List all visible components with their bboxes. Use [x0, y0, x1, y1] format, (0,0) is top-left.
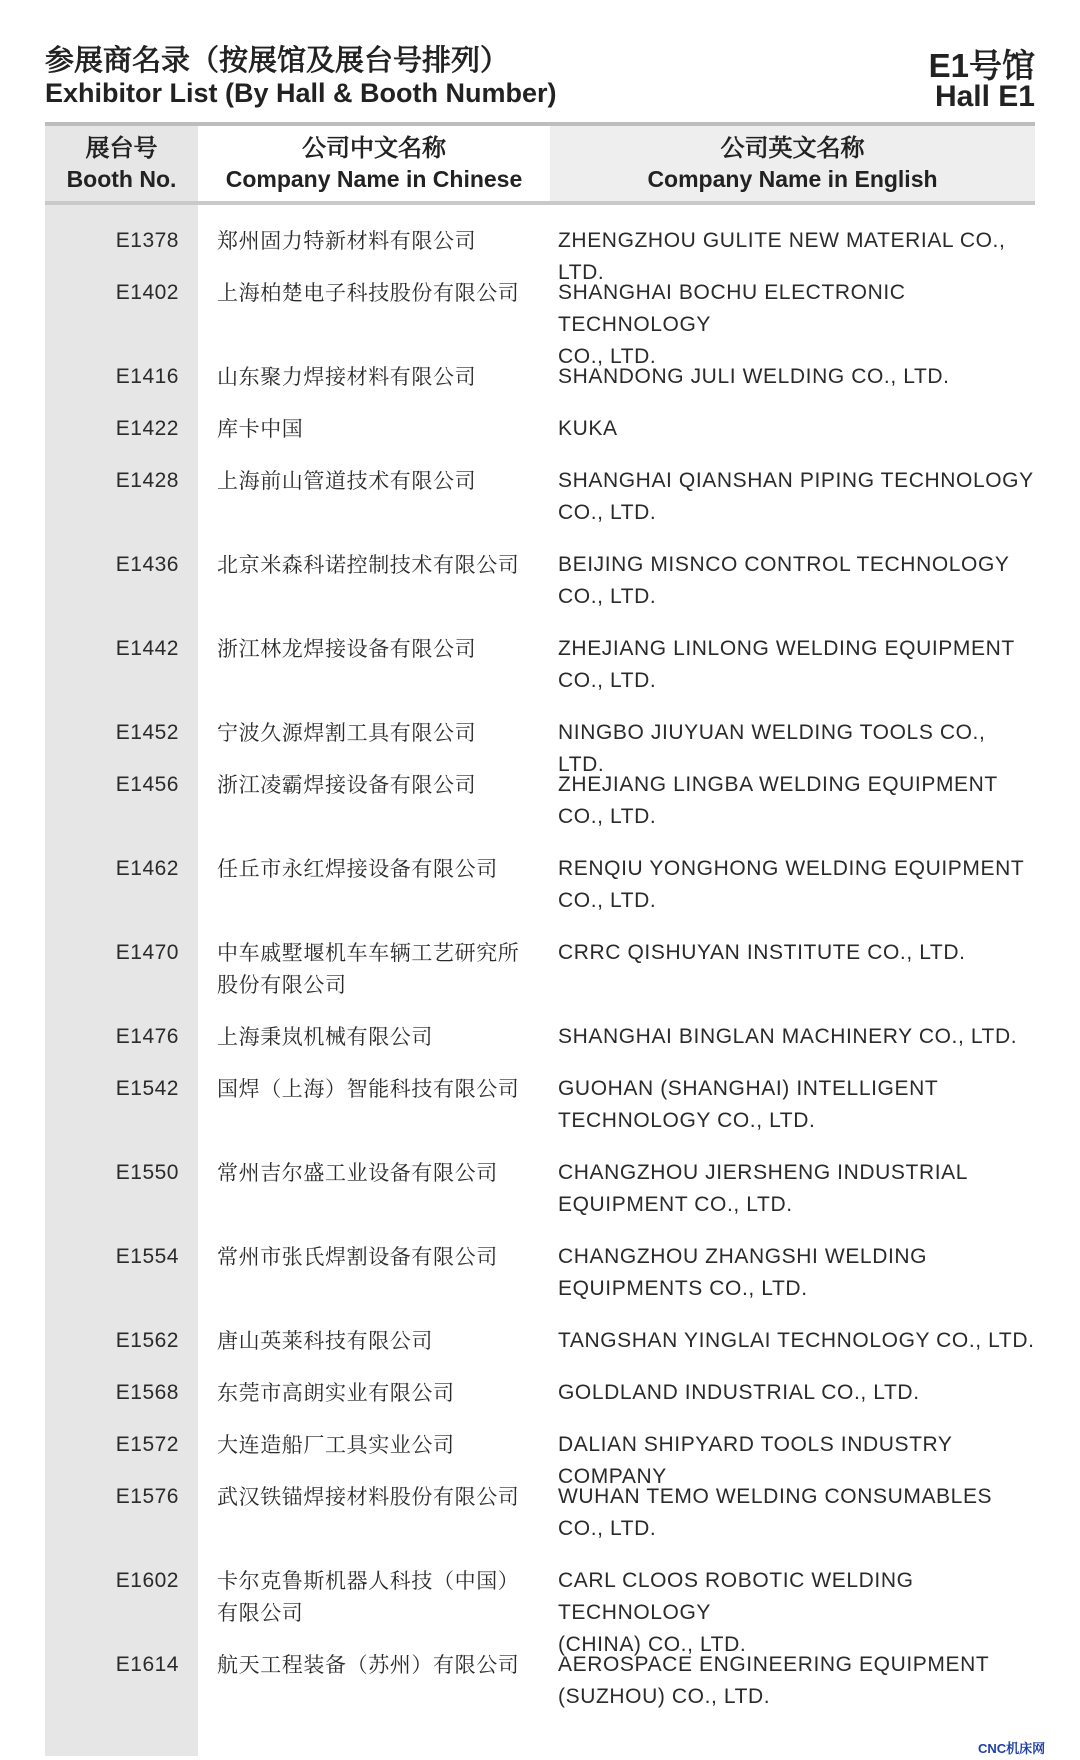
- table-row: [45, 1073, 1035, 1157]
- company-name-english: [558, 277, 1035, 373]
- table-row: [45, 1241, 1035, 1325]
- company-name-chinese-line: 任丘市永红焊接设备有限公司: [217, 857, 498, 881]
- company-name-chinese-line: 北京米森科诺控制技术有限公司: [217, 553, 520, 577]
- company-name-english: [558, 1377, 1035, 1409]
- booth-number: E1550: [115, 1161, 179, 1184]
- company-name-english: [558, 361, 1035, 393]
- company-name-english: [558, 937, 1035, 969]
- company-name-english-line: ZHEJIANG LINLONG WELDING EQUIPMENT: [558, 637, 1015, 660]
- booth-number: E1476: [115, 1025, 179, 1048]
- company-name-english: [558, 1073, 1035, 1137]
- hall-label-chinese: E1号馆: [928, 47, 1035, 84]
- page-header: [45, 38, 1035, 118]
- company-name-english: [558, 1157, 1035, 1221]
- company-name-chinese: [217, 1565, 537, 1629]
- booth-number: E1402: [115, 281, 179, 304]
- company-name-chinese-line: 库卡中国: [217, 417, 304, 441]
- company-name-chinese: [217, 937, 537, 1001]
- company-name-chinese-line: 上海前山管道技术有限公司: [217, 469, 477, 493]
- company-name-english-line: TECHNOLOGY CO., LTD.: [558, 1109, 816, 1132]
- booth-number: E1568: [115, 1381, 179, 1404]
- company-name-chinese: [217, 853, 537, 885]
- company-name-english-line: EQUIPMENT CO., LTD.: [558, 1193, 793, 1216]
- company-name-chinese-line: 武汉铁锚焊接材料股份有限公司: [217, 1485, 520, 1509]
- company-name-chinese: [217, 1021, 537, 1053]
- company-name-chinese-line: 航天工程装备（苏州）有限公司: [217, 1653, 520, 1677]
- company-name-chinese-line: 大连造船厂工具实业公司: [217, 1433, 455, 1457]
- company-name-english-line: TANGSHAN YINGLAI TECHNOLOGY CO., LTD.: [558, 1329, 1035, 1352]
- company-name-chinese-line: 卡尔克鲁斯机器人科技（中国）: [217, 1569, 520, 1593]
- column-header-booth-en: Booth No.: [66, 166, 177, 192]
- booth-number: E1614: [115, 1653, 179, 1676]
- table-row: [45, 1649, 1035, 1733]
- header-divider: [45, 201, 1035, 205]
- company-name-english-line: NINGBO JIUYUAN WELDING TOOLS CO., LTD.: [558, 721, 986, 776]
- company-name-english-line: CO., LTD.: [558, 889, 657, 912]
- table-row: [45, 937, 1035, 1021]
- company-name-english: [558, 769, 1035, 833]
- company-name-english-line: SHANDONG JULI WELDING CO., LTD.: [558, 365, 950, 388]
- company-name-english-line: AEROSPACE ENGINEERING EQUIPMENT: [558, 1653, 990, 1676]
- company-name-english-line: CHANGZHOU JIERSHENG INDUSTRIAL: [558, 1161, 969, 1184]
- table-row: [45, 465, 1035, 549]
- booth-number: E1378: [115, 229, 179, 252]
- table-header: [45, 126, 1035, 201]
- company-name-chinese-line: 山东聚力焊接材料有限公司: [217, 365, 477, 389]
- table-row: [45, 1377, 1035, 1429]
- company-name-chinese: [217, 225, 537, 257]
- column-header-company-english-en: Company Name in English: [647, 166, 938, 192]
- company-name-english-line: CO., LTD.: [558, 1517, 657, 1540]
- table-row: [45, 633, 1035, 717]
- column-header-company-chinese-cn: 公司中文名称: [302, 133, 446, 162]
- company-name-chinese: [217, 413, 537, 445]
- company-name-chinese: [217, 769, 537, 801]
- company-name-chinese-line: 唐山英莱科技有限公司: [217, 1329, 433, 1353]
- table-row: [45, 361, 1035, 413]
- table-row: [45, 413, 1035, 465]
- column-header-booth: [45, 126, 198, 201]
- booth-number: E1562: [115, 1329, 179, 1352]
- company-name-english-line: ZHENGZHOU GULITE NEW MATERIAL CO., LTD.: [558, 229, 1006, 284]
- company-name-english-line: ZHEJIANG LINGBA WELDING EQUIPMENT: [558, 773, 998, 796]
- company-name-chinese-line: 上海柏楚电子科技股份有限公司: [217, 281, 520, 305]
- company-name-chinese: [217, 549, 537, 581]
- company-name-english-line: CRRC QISHUYAN INSTITUTE CO., LTD.: [558, 941, 966, 964]
- company-name-english-line: CO., LTD.: [558, 585, 657, 608]
- company-name-chinese: [217, 1325, 537, 1357]
- company-name-chinese-line: 浙江凌霸焊接设备有限公司: [217, 773, 477, 797]
- company-name-english: [558, 1241, 1035, 1305]
- table-row: [45, 853, 1035, 937]
- company-name-english-line: SHANGHAI BINGLAN MACHINERY CO., LTD.: [558, 1025, 1018, 1048]
- company-name-english-line: GOLDLAND INDUSTRIAL CO., LTD.: [558, 1381, 920, 1404]
- company-name-chinese-line: 股份有限公司: [217, 973, 347, 997]
- table-row: [45, 1325, 1035, 1377]
- booth-number: E1436: [115, 553, 179, 576]
- booth-number: E1422: [115, 417, 179, 440]
- table-row: [45, 717, 1035, 776]
- company-name-english: [558, 465, 1035, 529]
- table-row: [45, 1157, 1035, 1241]
- company-name-chinese: [217, 1241, 537, 1273]
- company-name-chinese: [217, 1481, 537, 1513]
- company-name-chinese: [217, 1377, 537, 1409]
- table-row: [45, 1021, 1035, 1073]
- company-name-english: [558, 633, 1035, 697]
- company-name-chinese: [217, 1157, 537, 1189]
- company-name-english-line: CO., LTD.: [558, 805, 657, 828]
- company-name-chinese-line: 常州吉尔盛工业设备有限公司: [217, 1161, 498, 1185]
- company-name-chinese: [217, 1649, 537, 1681]
- booth-number: E1572: [115, 1433, 179, 1456]
- company-name-chinese: [217, 633, 537, 665]
- booth-number: E1456: [115, 773, 179, 796]
- company-name-chinese-line: 宁波久源焊割工具有限公司: [217, 721, 477, 745]
- column-header-company-english: [550, 126, 1035, 201]
- company-name-english-line: CARL CLOOS ROBOTIC WELDING TECHNOLOGY: [558, 1569, 914, 1624]
- company-name-english-line: CO., LTD.: [558, 345, 657, 368]
- company-name-chinese: [217, 1429, 537, 1461]
- company-name-english-line: GUOHAN (SHANGHAI) INTELLIGENT: [558, 1077, 939, 1100]
- page-title-chinese: 参展商名录（按展馆及展台号排列）: [45, 43, 510, 77]
- company-name-english: [558, 1481, 1035, 1545]
- company-name-english-line: CHANGZHOU ZHANGSHI WELDING: [558, 1245, 928, 1268]
- company-name-chinese-line: 浙江林龙焊接设备有限公司: [217, 637, 477, 661]
- company-name-english-line: RENQIU YONGHONG WELDING EQUIPMENT: [558, 857, 1025, 880]
- company-name-english: [558, 1565, 1035, 1661]
- company-name-chinese: [217, 717, 537, 749]
- booth-number: E1462: [115, 857, 179, 880]
- company-name-english: [558, 1021, 1035, 1053]
- table-row: [45, 1481, 1035, 1565]
- company-name-english-line: KUKA: [558, 417, 618, 440]
- company-name-chinese: [217, 277, 537, 309]
- booth-number: E1470: [115, 941, 179, 964]
- booth-number: E1442: [115, 637, 179, 660]
- booth-number: E1576: [115, 1485, 179, 1508]
- column-header-company-english-cn: 公司英文名称: [720, 133, 865, 162]
- company-name-english-line: BEIJING MISNCO CONTROL TECHNOLOGY: [558, 553, 1010, 576]
- hall-label-english: Hall E1: [934, 80, 1035, 113]
- company-name-chinese-line: 郑州固力特新材料有限公司: [217, 229, 477, 253]
- company-name-chinese-line: 有限公司: [217, 1601, 304, 1625]
- company-name-english-line: SHANGHAI QIANSHAN PIPING TECHNOLOGY: [558, 469, 1034, 492]
- table-row: [45, 549, 1035, 633]
- company-name-english-line: CO., LTD.: [558, 501, 657, 524]
- company-name-english-line: (CHINA) CO., LTD.: [558, 1633, 747, 1656]
- company-name-english: [558, 1325, 1035, 1357]
- booth-number: E1602: [115, 1569, 179, 1592]
- company-name-english: [558, 549, 1035, 613]
- booth-number: E1428: [115, 469, 179, 492]
- booth-number: E1554: [115, 1245, 179, 1268]
- company-name-english-line: WUHAN TEMO WELDING CONSUMABLES: [558, 1485, 993, 1508]
- table-row: [45, 225, 1035, 284]
- watermark-logo: CNC机床网: [978, 1741, 1046, 1756]
- exhibitor-table-body: [45, 225, 1035, 1733]
- company-name-chinese-line: 东莞市高朗实业有限公司: [217, 1381, 455, 1405]
- column-header-company-chinese-en: Company Name in Chinese: [225, 166, 523, 192]
- company-name-chinese-line: 国焊（上海）智能科技有限公司: [217, 1077, 520, 1101]
- company-name-english: [558, 853, 1035, 917]
- booth-number: E1452: [115, 721, 179, 744]
- company-name-english-line: SHANGHAI BOCHU ELECTRONIC TECHNOLOGY: [558, 281, 906, 336]
- column-header-booth-cn: 展台号: [85, 133, 158, 162]
- company-name-chinese-line: 上海秉岚机械有限公司: [217, 1025, 433, 1049]
- company-name-chinese: [217, 1073, 537, 1105]
- table-row: [45, 769, 1035, 853]
- table-row: [45, 1429, 1035, 1488]
- table-row: [45, 277, 1035, 368]
- company-name-english: [558, 413, 1035, 445]
- page-title-english: Exhibitor List (By Hall & Booth Number): [45, 78, 557, 108]
- company-name-chinese-line: 中车戚墅堰机车车辆工艺研究所: [217, 941, 520, 965]
- company-name-english-line: (SUZHOU) CO., LTD.: [558, 1685, 771, 1708]
- company-name-english-line: CO., LTD.: [558, 669, 657, 692]
- company-name-chinese: [217, 361, 537, 393]
- company-name-english: [558, 1649, 1035, 1713]
- company-name-chinese-line: 常州市张氏焊割设备有限公司: [217, 1245, 498, 1269]
- company-name-chinese: [217, 465, 537, 497]
- company-name-english-line: DALIAN SHIPYARD TOOLS INDUSTRY COMPANY: [558, 1433, 953, 1488]
- company-name-english-line: EQUIPMENTS CO., LTD.: [558, 1277, 808, 1300]
- table-row: [45, 1565, 1035, 1656]
- booth-number: E1416: [115, 365, 179, 388]
- column-header-company-chinese: [198, 126, 550, 201]
- booth-number: E1542: [115, 1077, 179, 1100]
